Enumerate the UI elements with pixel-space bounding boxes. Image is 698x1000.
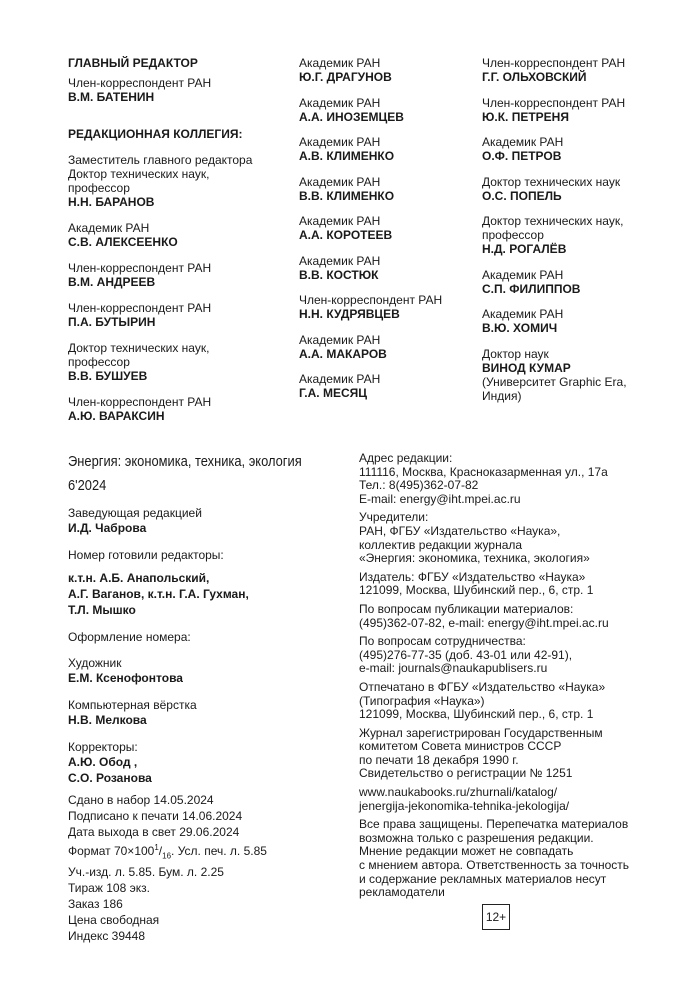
board-member xyxy=(299,175,474,203)
member-role: Доктор наук xyxy=(482,346,549,361)
member-role: Академик РАН xyxy=(299,95,381,110)
board-heading: РЕДАКЦИОННАЯ КОЛЛЕГИЯ: xyxy=(68,127,243,141)
member-affiliation: Индия) xyxy=(482,388,522,403)
info-line: Адрес редакции: xyxy=(359,451,453,465)
corrector-name: С.О. Розанова xyxy=(68,771,152,785)
member-role: Член-корреспондент РАН xyxy=(68,395,212,409)
member-role: Член-корреспондент РАН xyxy=(68,261,212,275)
member-name: А.Ю. ВАРАКСИН xyxy=(68,409,165,423)
member-name: В.В. БУШУЕВ xyxy=(68,369,148,383)
info-block xyxy=(359,511,649,565)
member-role: Академик РАН xyxy=(299,135,381,149)
chief-editor xyxy=(68,76,288,104)
info-line: (Типография «Наука») xyxy=(359,693,485,708)
member-role: Член-корреспондент РАН xyxy=(482,56,626,70)
editors-line: А.Г. Ваганов, к.т.н. Г.А. Гухман, xyxy=(68,587,249,601)
info-line: с мнением автора. Ответственность за точность xyxy=(359,858,630,873)
board-member xyxy=(482,307,657,335)
member-name: ВИНОД КУМАР xyxy=(482,360,571,375)
info-line: e-mail: journals@naukapublisers.ru xyxy=(359,661,548,676)
info-line: E-mail: energy@iht.mpei.ac.ru xyxy=(359,491,521,506)
member-name: В.М. АНДРЕЕВ xyxy=(68,275,156,289)
info-line: jenergija-jekonomika-tehnika-jekologija/ xyxy=(359,798,570,813)
info-line: коллектив редакции журнала xyxy=(359,537,523,552)
member-role: Академик РАН xyxy=(299,372,381,386)
info-block xyxy=(359,786,649,813)
board-member xyxy=(299,56,474,84)
journal-staff xyxy=(68,452,328,944)
board-member xyxy=(299,135,474,163)
member-role: Академик РАН xyxy=(299,332,381,347)
imprint-line: Индекс 39448 xyxy=(68,929,146,944)
board-list xyxy=(68,153,288,423)
member-role: Член-корреспондент РАН xyxy=(68,301,212,315)
member-role: Доктор технических наук, xyxy=(68,341,210,355)
member-name: Г.А. МЕСЯЦ xyxy=(299,386,368,400)
member-name: С.В. АЛЕКСЕЕНКО xyxy=(68,235,178,249)
editors-line: Т.Л. Мышко xyxy=(68,603,136,617)
info-line: Издатель: ФГБУ «Издательство «Наука» xyxy=(359,569,586,584)
board-member xyxy=(68,221,288,249)
info-block xyxy=(359,571,649,598)
member-name: Н.Д. РОГАЛЁВ xyxy=(482,242,567,256)
head-name: И.Д. Чаброва xyxy=(68,521,147,535)
imprint xyxy=(68,792,328,944)
member-role: Академик РАН xyxy=(299,174,381,189)
member-name: Ю.Г. ДРАГУНОВ xyxy=(299,70,392,84)
info-block xyxy=(359,603,649,630)
member-role: Член-корреспондент РАН xyxy=(68,76,212,90)
editorial-column-1 xyxy=(68,56,288,435)
info-line: Все права защищены. Перепечатка материалов xyxy=(359,817,629,832)
imprint-line: Цена свободная xyxy=(68,913,160,928)
info-line: Тел.: 8(495)362-07-82 xyxy=(359,478,479,493)
member-role: Академик РАН xyxy=(299,214,381,228)
info-line: Свидетельство о регистрации № 1251 xyxy=(359,766,573,781)
info-line: 111116, Москва, Красноказарменная ул., 17а xyxy=(359,464,608,479)
member-affiliation: (Университет Graphic Era, xyxy=(482,374,627,389)
member-role: Академик РАН xyxy=(482,307,564,321)
board-member xyxy=(482,135,657,163)
board-member xyxy=(68,301,288,329)
head-label: Заведующая редакцией xyxy=(68,506,202,520)
member-role: Академик РАН xyxy=(482,267,564,282)
editors-line: к.т.н. А.Б. Анапольский, xyxy=(68,571,210,585)
board-member xyxy=(299,372,474,400)
imprint-line: Тираж 108 экз. xyxy=(68,881,150,896)
board-member xyxy=(482,96,657,124)
member-name: Н.Н. БАРАНОВ xyxy=(68,195,155,209)
info-line: возможна только с разрешения редакции. xyxy=(359,830,594,845)
info-line: комитетом Совета министров СССР xyxy=(359,739,562,754)
info-block xyxy=(359,635,649,676)
editorial-column-3 xyxy=(482,56,657,414)
info-line: 121099, Москва, Шубинский пер., 6, стр. 1 xyxy=(359,583,594,598)
member-name: О.С. ПОПЕЛЬ xyxy=(482,188,562,203)
info-line: РАН, ФГБУ «Издательство «Наука», xyxy=(359,523,561,538)
member-role: Доктор технических наук, xyxy=(482,214,624,228)
member-name: Н.Н. КУДРЯВЦЕВ xyxy=(299,307,400,321)
info-block xyxy=(359,452,649,506)
info-line: рекламодатели xyxy=(359,885,445,900)
info-line: по печати 18 декабря 1990 г. xyxy=(359,752,519,767)
info-block xyxy=(359,681,649,722)
journal-title: Энергия: экономика, техника, экология xyxy=(68,453,302,470)
member-role: Член-корреспондент РАН xyxy=(482,95,626,110)
info-line: Учредители: xyxy=(359,510,429,525)
info-block xyxy=(359,727,649,781)
info-line: 121099, Москва, Шубинский пер., 6, стр. 1 xyxy=(359,707,594,722)
member-role: профессор xyxy=(482,228,544,242)
member-name: А.А. ИНОЗЕМЦЕВ xyxy=(299,109,404,124)
imprint-line: Дата выхода в свет 29.06.2024 xyxy=(68,825,240,839)
member-name: В.В. КЛИМЕНКО xyxy=(299,188,395,203)
member-role: профессор xyxy=(68,181,130,195)
artist-label: Художник xyxy=(68,656,122,670)
info-line: По вопросам сотрудничества: xyxy=(359,634,526,649)
info-line: (495)362-07-82, e-mail: energy@iht.mpei.ac.ru xyxy=(359,615,609,630)
imprint-line: Заказ 186 xyxy=(68,897,123,912)
board-member xyxy=(299,96,474,124)
info-block xyxy=(359,818,649,900)
member-role: Академик РАН xyxy=(299,56,381,70)
imprint-line: Сдано в набор 14.05.2024 xyxy=(68,793,214,807)
age-rating-badge: 12+ xyxy=(482,904,510,930)
editorial-column-2 xyxy=(299,56,474,412)
member-name: Ю.К. ПЕТРЕНЯ xyxy=(482,109,569,124)
board-member xyxy=(482,56,657,84)
info-line: www.naukabooks.ru/zhurnali/katalog/ xyxy=(359,785,558,800)
member-name: П.А. БУТЫРИН xyxy=(68,315,156,329)
board-member xyxy=(299,333,474,361)
board-member xyxy=(482,175,657,203)
publisher-info xyxy=(359,452,649,905)
board-member xyxy=(68,395,288,423)
board-member xyxy=(482,268,657,296)
member-role: профессор xyxy=(68,355,130,369)
member-role: Доктор технических наук, xyxy=(68,167,210,181)
info-line: По вопросам публикации материалов: xyxy=(359,601,574,616)
member-name: О.Ф. ПЕТРОВ xyxy=(482,149,562,163)
info-line: и содержание рекламных материалов несут xyxy=(359,871,607,886)
imprint-line: Подписано к печати 14.06.2024 xyxy=(68,809,243,823)
info-line: «Энергия: экономика, техника, экология» xyxy=(359,551,590,566)
board-member xyxy=(68,261,288,289)
board-member xyxy=(299,254,474,282)
member-name: В.Ю. ХОМИЧ xyxy=(482,321,558,335)
member-role: Академик РАН xyxy=(68,221,150,235)
info-line: (495)276-77-35 (доб. 43-01 или 42-91), xyxy=(359,647,573,662)
corrector-name: А.Ю. Обод , xyxy=(68,755,138,769)
member-name: В.В. КОСТЮК xyxy=(299,267,379,282)
journal-issue: 6'2024 xyxy=(68,477,107,494)
member-name: В.М. БАТЕНИН xyxy=(68,90,155,104)
member-role: Доктор технических наук xyxy=(482,174,621,189)
imprint-format: Формат $70\times 100^1/_{16}$. Усл. печ. л. 5.85 xyxy=(68,843,267,861)
editors-label: Номер готовили редакторы: xyxy=(68,548,224,562)
member-role: Академик РАН xyxy=(299,253,381,268)
layout-name: Н.В. Мелкова xyxy=(68,713,147,727)
member-role: Академик РАН xyxy=(482,135,564,149)
chief-editor-heading: ГЛАВНЫЙ РЕДАКТОР xyxy=(68,56,198,70)
info-line: Отпечатано в ФГБУ «Издательство «Наука» xyxy=(359,679,606,694)
info-line: Мнение редакции может не совпадать xyxy=(359,844,574,859)
board-member xyxy=(68,341,288,383)
board-member xyxy=(299,214,474,242)
member-name: А.В. КЛИМЕНКО xyxy=(299,149,395,163)
board-member xyxy=(482,347,657,403)
board-member xyxy=(299,293,474,321)
board-member xyxy=(68,153,288,209)
member-name: Г.Г. ОЛЬХОВСКИЙ xyxy=(482,70,587,84)
member-name: С.П. ФИЛИППОВ xyxy=(482,281,581,296)
imprint-line: Уч.-изд. л. 5.85. Бум. л. 2.25 xyxy=(68,865,224,880)
member-name: А.А. КОРОТЕЕВ xyxy=(299,228,393,242)
member-role: Заместитель главного редактора xyxy=(68,153,253,167)
member-role: Член-корреспондент РАН xyxy=(299,293,443,307)
info-line: Журнал зарегистрирован Государственным xyxy=(359,725,603,740)
design-label: Оформление номера: xyxy=(68,630,191,644)
layout-label: Компьютерная вёрстка xyxy=(68,698,197,712)
artist-name: Е.М. Ксенофонтова xyxy=(68,671,183,685)
member-name: А.А. МАКАРОВ xyxy=(299,346,387,361)
correctors-label: Корректоры: xyxy=(68,740,138,754)
board-member xyxy=(482,214,657,256)
